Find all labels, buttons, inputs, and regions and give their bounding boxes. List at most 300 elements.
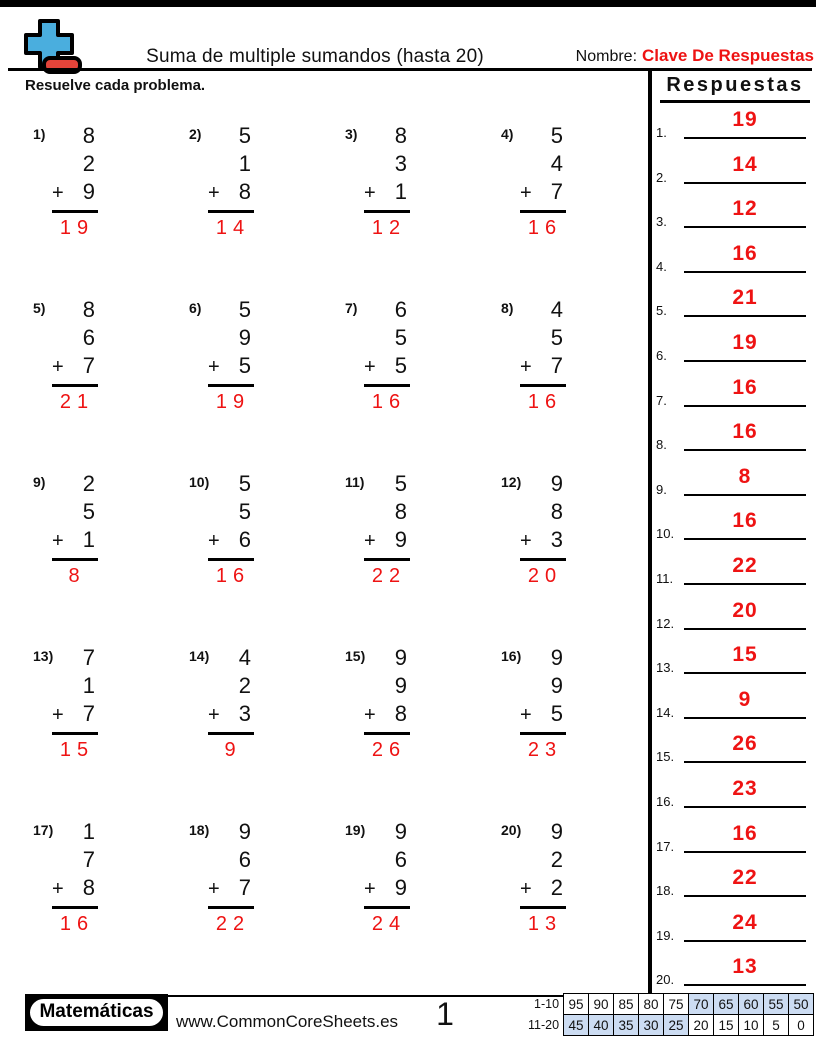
answer-value: 13 xyxy=(732,955,758,979)
answer-number: 9. xyxy=(656,481,667,497)
answer-number: 13. xyxy=(656,660,675,676)
answer-blank-line xyxy=(684,182,806,184)
problem-number: 12) xyxy=(501,474,522,490)
addend-value: 7 xyxy=(550,179,563,204)
last-addend-row xyxy=(520,526,566,555)
problem-cell-1 xyxy=(25,120,181,294)
plus-operator: + xyxy=(520,530,532,552)
last-addend-row xyxy=(52,178,98,207)
last-addend-row xyxy=(520,700,566,729)
answer-blank-line xyxy=(684,538,806,540)
addend-value: 8 xyxy=(82,875,95,900)
answer-value: 26 xyxy=(732,732,758,756)
problem-answer: 19 xyxy=(59,217,95,239)
problem-answer: 22 xyxy=(215,913,251,935)
answer-value: 19 xyxy=(732,331,758,354)
answer-number: 8. xyxy=(656,437,667,453)
answer-number: 19. xyxy=(656,927,675,943)
grade-table-row xyxy=(528,1015,814,1036)
addend-stack xyxy=(52,470,98,588)
answer-number: 16. xyxy=(656,794,675,809)
grade-score-cell: 30 xyxy=(639,1015,664,1036)
grade-score-cell: 80 xyxy=(639,994,664,1015)
last-addend-row xyxy=(208,700,254,729)
addend-stack xyxy=(208,296,254,414)
plus-operator: + xyxy=(364,530,376,552)
answer-blank-line xyxy=(684,851,806,853)
answer-value: 22 xyxy=(732,554,758,577)
problem-number: 6) xyxy=(189,300,202,316)
answer-value: 16 xyxy=(732,420,758,444)
plus-operator: + xyxy=(208,878,220,900)
addend-stack xyxy=(208,470,254,588)
plus-operator: + xyxy=(520,704,532,726)
problem-cell-4 xyxy=(493,120,649,294)
problem-number: 18) xyxy=(189,822,210,838)
grade-range-label: 11-20 xyxy=(528,1018,560,1032)
addend-value: 7 xyxy=(82,645,95,670)
last-addend-row xyxy=(52,526,98,555)
answer-item-8 xyxy=(656,420,808,456)
addend-stack xyxy=(520,122,566,240)
plus-operator: + xyxy=(364,704,376,726)
answer-value: 21 xyxy=(732,286,758,310)
addend-value: 5 xyxy=(238,471,251,496)
addend-value: 2 xyxy=(550,875,563,900)
problem-cell-10 xyxy=(181,468,337,642)
addend-stack xyxy=(520,644,566,762)
addend-value: 6 xyxy=(238,847,251,872)
answer-item-19 xyxy=(656,911,808,947)
addend-value: 8 xyxy=(394,499,407,524)
problem-number: 2) xyxy=(189,126,202,142)
brand-badge xyxy=(25,994,168,1031)
addend-value: 9 xyxy=(394,527,407,552)
problem-answer: 16 xyxy=(215,565,251,587)
plus-operator: + xyxy=(52,356,64,378)
problem-number: 9) xyxy=(33,474,46,490)
addend-value: 5 xyxy=(82,499,95,524)
answer-value: 22 xyxy=(732,866,758,890)
problem-answer: 16 xyxy=(527,391,563,413)
problem-answer: 8 xyxy=(68,565,86,587)
addend-value: 5 xyxy=(550,325,563,350)
addend-value: 9 xyxy=(394,645,407,670)
answer-number: 15. xyxy=(656,749,675,765)
addend-value: 9 xyxy=(550,673,563,698)
plus-operator: + xyxy=(208,530,220,552)
addend-value: 9 xyxy=(394,875,407,900)
problem-cell-18 xyxy=(181,816,337,990)
problem-answer: 20 xyxy=(527,565,563,587)
addend-value: 5 xyxy=(238,123,251,148)
addend-value: 4 xyxy=(238,645,251,670)
plus-operator: + xyxy=(520,182,532,204)
last-addend-row xyxy=(520,352,566,381)
problem-answer: 13 xyxy=(527,913,563,935)
addend-value: 6 xyxy=(394,847,407,872)
answer-item-5 xyxy=(656,286,808,322)
answer-blank-line xyxy=(684,672,806,674)
addend-value: 8 xyxy=(394,123,407,148)
addend-stack xyxy=(520,818,566,936)
addend-value: 7 xyxy=(82,701,95,726)
addend-value: 1 xyxy=(394,179,407,204)
addend-stack xyxy=(208,122,254,240)
last-addend-row xyxy=(52,874,98,903)
addend-stack xyxy=(208,644,254,762)
addend-value: 9 xyxy=(238,325,251,350)
answer-number: 4. xyxy=(656,258,667,274)
answer-blank-line xyxy=(684,761,806,763)
grade-score-cell: 35 xyxy=(614,1015,639,1036)
last-addend-row xyxy=(208,526,254,555)
problem-number: 14) xyxy=(189,648,210,664)
problem-number: 3) xyxy=(345,126,358,142)
last-addend-row xyxy=(208,874,254,903)
problem-cell-5 xyxy=(25,294,181,468)
answer-blank-line xyxy=(684,628,806,630)
grade-score-cell: 5 xyxy=(764,1015,789,1036)
instruction-text: Resuelve cada problema. xyxy=(25,77,206,94)
problem-answer: 26 xyxy=(371,739,407,761)
problem-cell-9 xyxy=(25,468,181,642)
last-addend-row xyxy=(52,700,98,729)
addend-stack xyxy=(52,296,98,414)
answer-number: 2. xyxy=(656,169,667,185)
problem-answer: 15 xyxy=(59,739,95,761)
answers-panel-title: Respuestas xyxy=(660,74,810,103)
answer-blank-line xyxy=(684,271,806,273)
answer-value: 19 xyxy=(732,108,758,131)
answer-value: 16 xyxy=(732,509,758,533)
addend-stack xyxy=(364,122,410,240)
answer-item-14 xyxy=(656,688,808,724)
answer-blank-line xyxy=(684,984,806,986)
answer-item-12 xyxy=(656,599,808,635)
answer-value: 16 xyxy=(732,241,758,265)
grade-score-cell: 95 xyxy=(564,994,589,1015)
addend-value: 8 xyxy=(82,297,95,322)
last-addend-row xyxy=(364,526,410,555)
answer-number: 12. xyxy=(656,615,675,631)
addend-stack xyxy=(364,296,410,414)
addend-value: 4 xyxy=(550,297,563,322)
addend-stack xyxy=(52,644,98,762)
answer-value: 14 xyxy=(732,152,758,176)
addend-value: 9 xyxy=(550,819,563,844)
problem-cell-15 xyxy=(337,642,493,816)
grade-score-cell: 70 xyxy=(689,994,714,1015)
plus-operator: + xyxy=(208,704,220,726)
answer-item-1 xyxy=(656,108,808,144)
grade-score-cell: 25 xyxy=(664,1015,689,1036)
page-number: 1 xyxy=(436,996,454,1032)
answer-value: 24 xyxy=(732,910,758,934)
problem-answer: 9 xyxy=(224,739,242,761)
addend-value: 7 xyxy=(238,875,251,900)
answer-value: 16 xyxy=(732,821,758,845)
problem-answer: 19 xyxy=(215,391,251,413)
last-addend-row xyxy=(364,178,410,207)
grading-scale-table xyxy=(528,993,814,1036)
answer-item-13 xyxy=(656,643,808,679)
answer-number: 3. xyxy=(656,214,667,230)
problem-answer: 23 xyxy=(527,739,563,761)
problem-answer: 24 xyxy=(371,913,407,935)
plus-operator: + xyxy=(520,878,532,900)
last-addend-row xyxy=(364,874,410,903)
problem-answer: 22 xyxy=(371,565,407,587)
addend-value: 5 xyxy=(238,353,251,378)
addend-value: 7 xyxy=(550,353,563,378)
problem-number: 20) xyxy=(501,822,522,838)
answer-blank-line xyxy=(684,940,806,942)
addend-stack xyxy=(364,818,410,936)
grade-score-cell: 15 xyxy=(714,1015,739,1036)
addend-value: 9 xyxy=(394,819,407,844)
problem-cell-19 xyxy=(337,816,493,990)
grade-score-cell: 85 xyxy=(614,994,639,1015)
answer-blank-line xyxy=(684,405,806,407)
problem-cell-6 xyxy=(181,294,337,468)
addend-value: 9 xyxy=(82,179,95,204)
addend-value: 9 xyxy=(550,471,563,496)
problem-number: 19) xyxy=(345,822,366,838)
answer-value: 15 xyxy=(732,643,758,667)
answer-number: 6. xyxy=(656,348,667,363)
addend-value: 1 xyxy=(82,819,95,844)
answer-value: 12 xyxy=(732,197,758,221)
answer-value: 9 xyxy=(738,687,752,711)
answer-value: 16 xyxy=(732,375,758,399)
last-addend-row xyxy=(520,874,566,903)
top-black-bar xyxy=(0,0,816,7)
problem-number: 11) xyxy=(345,474,365,490)
problem-number: 15) xyxy=(345,648,366,664)
grade-table-row xyxy=(528,994,814,1015)
addend-value: 3 xyxy=(550,527,563,552)
last-addend-row xyxy=(364,700,410,729)
addend-value: 9 xyxy=(550,645,563,670)
grade-score-cell: 50 xyxy=(789,994,814,1015)
problem-cell-11 xyxy=(337,468,493,642)
brand-badge-label: Matemáticas xyxy=(30,999,162,1026)
answer-blank-line xyxy=(684,315,806,317)
addend-value: 8 xyxy=(550,499,563,524)
addend-stack xyxy=(208,818,254,936)
answer-number: 10. xyxy=(656,526,675,542)
grade-range-label: 1-10 xyxy=(534,997,560,1011)
grade-score-cell: 0 xyxy=(789,1015,814,1036)
addend-value: 9 xyxy=(238,819,251,844)
answer-blank-line xyxy=(684,137,806,139)
plus-operator: + xyxy=(364,878,376,900)
problem-number: 4) xyxy=(501,126,514,142)
problem-number: 13) xyxy=(33,648,54,664)
answer-number: 17. xyxy=(656,838,675,854)
answer-item-10 xyxy=(656,509,808,545)
addend-value: 2 xyxy=(82,151,95,176)
worksheet-title: Suma de multiple sumandos (hasta 20) xyxy=(146,46,484,67)
plus-operator: + xyxy=(364,182,376,204)
addend-value: 8 xyxy=(238,179,251,204)
addend-value: 5 xyxy=(238,297,251,322)
answer-blank-line xyxy=(684,494,806,496)
answer-number: 14. xyxy=(656,704,675,720)
answer-number: 20. xyxy=(656,972,675,988)
grade-score-cell: 90 xyxy=(589,994,614,1015)
last-addend-row xyxy=(364,352,410,381)
addend-value: 9 xyxy=(394,673,407,698)
problem-number: 10) xyxy=(189,474,210,490)
last-addend-row xyxy=(520,178,566,207)
problem-answer: 12 xyxy=(371,217,407,239)
grade-score-cell: 65 xyxy=(714,994,739,1015)
addend-stack xyxy=(364,644,410,762)
addend-value: 5 xyxy=(394,325,407,350)
addend-value: 1 xyxy=(82,527,95,552)
answer-item-11 xyxy=(656,554,808,590)
last-addend-row xyxy=(52,352,98,381)
problem-cell-16 xyxy=(493,642,649,816)
answer-blank-line xyxy=(684,717,806,719)
problem-number: 5) xyxy=(33,300,46,316)
grade-score-cell: 40 xyxy=(589,1015,614,1036)
answer-item-3 xyxy=(656,197,808,233)
grade-score-cell: 60 xyxy=(739,994,764,1015)
addend-value: 5 xyxy=(394,471,407,496)
answer-item-7 xyxy=(656,376,808,412)
grade-score-cell: 20 xyxy=(689,1015,714,1036)
name-label: Nombre: xyxy=(575,48,638,65)
addend-value: 3 xyxy=(394,151,407,176)
answer-blank-line xyxy=(684,449,806,451)
addend-value: 8 xyxy=(82,123,95,148)
plus-operator: + xyxy=(520,356,532,378)
grade-score-cell: 10 xyxy=(739,1015,764,1036)
answer-number: 1. xyxy=(656,125,667,140)
addend-value: 1 xyxy=(82,673,95,698)
problem-cell-17 xyxy=(25,816,181,990)
addend-value: 2 xyxy=(238,673,251,698)
problem-cell-13 xyxy=(25,642,181,816)
addend-value: 6 xyxy=(82,325,95,350)
problem-number: 1) xyxy=(33,126,46,142)
problem-cell-8 xyxy=(493,294,649,468)
answer-number: 11. xyxy=(656,571,674,586)
answer-blank-line xyxy=(684,226,806,228)
plus-operator: + xyxy=(208,356,220,378)
problem-cell-14 xyxy=(181,642,337,816)
website-link: www.CommonCoreSheets.es xyxy=(176,1012,399,1031)
answer-item-16 xyxy=(656,777,808,813)
answer-blank-line xyxy=(684,806,806,808)
addend-value: 1 xyxy=(238,151,251,176)
grading-scale-body xyxy=(528,994,814,1036)
answer-blank-line xyxy=(684,895,806,897)
answer-item-6 xyxy=(656,331,808,367)
answer-blank-line xyxy=(684,583,806,585)
last-addend-row xyxy=(208,178,254,207)
answer-value: 8 xyxy=(738,464,752,488)
grade-score-cell: 75 xyxy=(664,994,689,1015)
problem-cell-20 xyxy=(493,816,649,990)
problem-number: 7) xyxy=(345,300,358,316)
name-row xyxy=(576,46,814,66)
answer-item-17 xyxy=(656,822,808,858)
grade-score-cell: 45 xyxy=(564,1015,589,1036)
addend-value: 2 xyxy=(82,471,95,496)
addend-value: 6 xyxy=(238,527,251,552)
problem-answer: 14 xyxy=(215,217,251,239)
answers-panel-divider xyxy=(648,70,652,993)
problem-number: 16) xyxy=(501,648,522,664)
problem-cell-2 xyxy=(181,120,337,294)
plus-operator: + xyxy=(52,530,64,552)
grade-score-cell: 55 xyxy=(764,994,789,1015)
addend-value: 7 xyxy=(82,847,95,872)
addend-stack xyxy=(520,470,566,588)
plus-operator: + xyxy=(208,182,220,204)
answer-number: 5. xyxy=(656,303,667,319)
plus-operator: + xyxy=(52,182,64,204)
addend-value: 5 xyxy=(550,701,563,726)
problem-answer: 16 xyxy=(59,913,95,935)
answer-value: 20 xyxy=(732,598,758,622)
problem-number: 8) xyxy=(501,300,514,316)
problem-answer: 21 xyxy=(59,391,95,413)
problem-cell-7 xyxy=(337,294,493,468)
problem-number: 17) xyxy=(33,822,54,838)
answer-blank-line xyxy=(684,360,806,362)
addend-value: 3 xyxy=(238,701,251,726)
problem-cell-12 xyxy=(493,468,649,642)
answer-key-label: Clave De Respuestas xyxy=(642,46,814,65)
answer-number: 7. xyxy=(656,392,667,408)
answer-item-4 xyxy=(656,242,808,278)
answer-item-18 xyxy=(656,866,808,902)
addend-value: 7 xyxy=(82,353,95,378)
header-divider xyxy=(8,68,812,71)
answer-value: 23 xyxy=(732,777,758,800)
answer-number: 18. xyxy=(656,883,675,899)
addend-stack xyxy=(520,296,566,414)
problem-answer: 16 xyxy=(527,217,563,239)
answer-item-2 xyxy=(656,153,808,189)
plus-operator: + xyxy=(52,878,64,900)
addend-value: 5 xyxy=(550,123,563,148)
addend-value: 8 xyxy=(394,701,407,726)
addend-value: 4 xyxy=(550,151,563,176)
addend-stack xyxy=(364,470,410,588)
problem-cell-3 xyxy=(337,120,493,294)
problem-answer: 16 xyxy=(371,391,407,413)
addend-value: 5 xyxy=(394,353,407,378)
addend-stack xyxy=(52,122,98,240)
answer-item-15 xyxy=(656,732,808,768)
last-addend-row xyxy=(208,352,254,381)
addend-value: 6 xyxy=(394,297,407,322)
answer-item-20 xyxy=(656,955,808,991)
answer-item-9 xyxy=(656,465,808,501)
addend-value: 2 xyxy=(550,847,563,872)
addend-stack xyxy=(52,818,98,936)
addend-value: 5 xyxy=(238,499,251,524)
problems-grid xyxy=(25,120,649,990)
plus-operator: + xyxy=(52,704,64,726)
plus-operator: + xyxy=(364,356,376,378)
